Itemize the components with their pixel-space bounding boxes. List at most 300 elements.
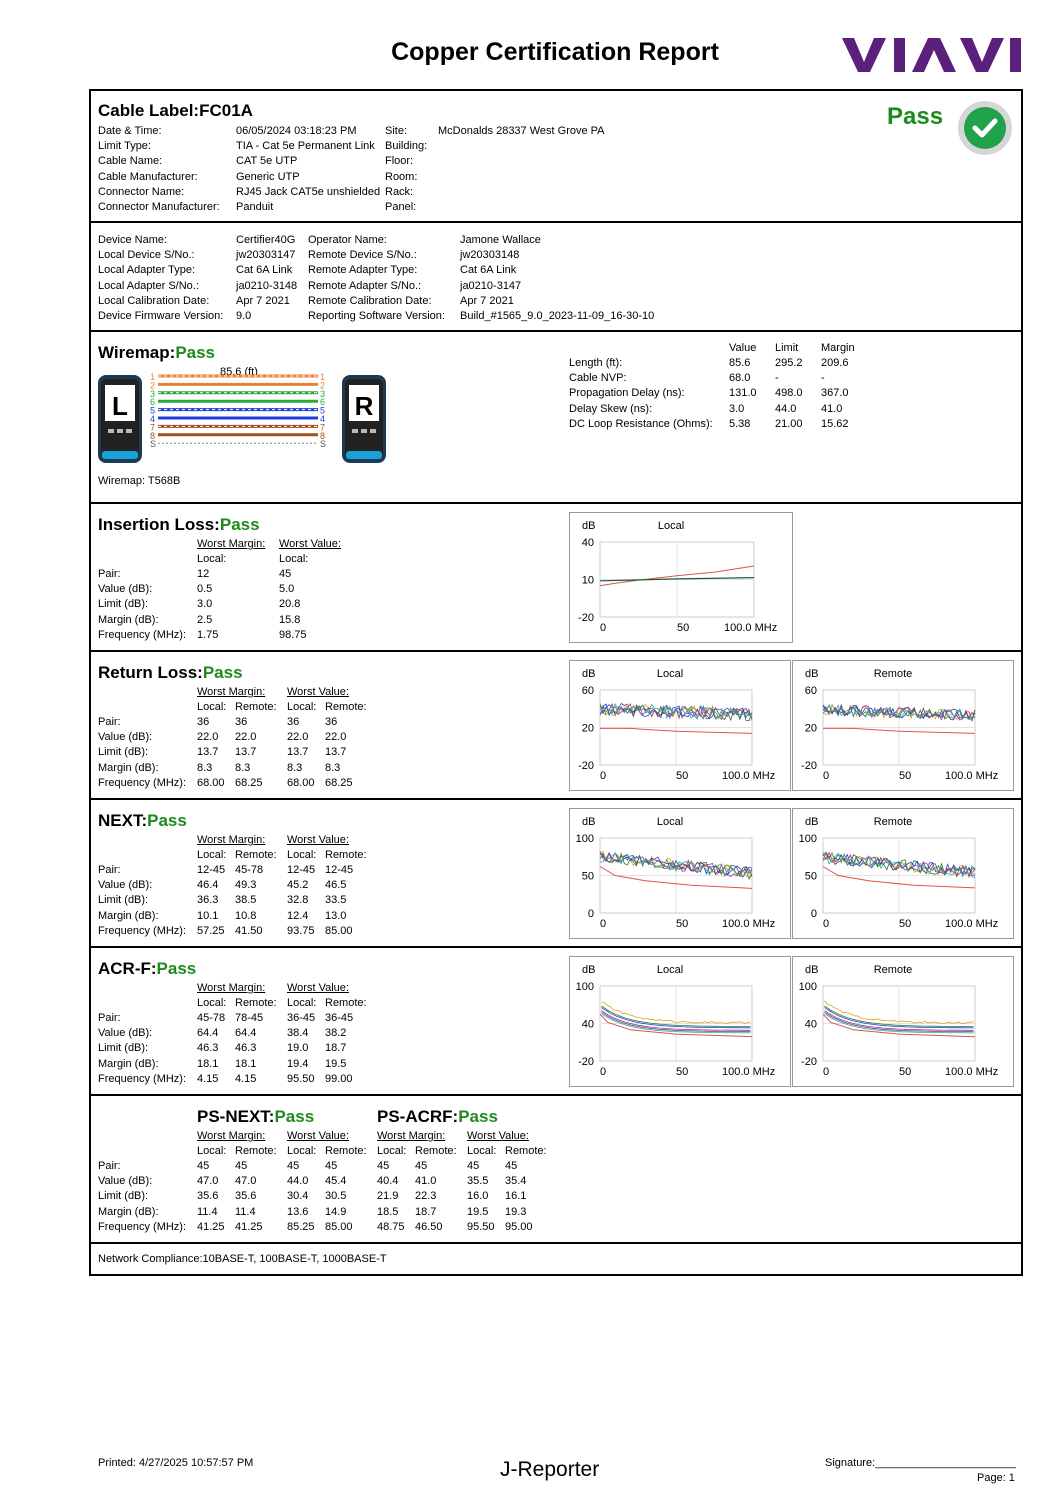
line-1: 0.5 [197,583,213,596]
insertion-loss-section [91,504,1021,652]
line-1: Remote Device S/No.: [308,249,417,262]
return_loss-key-0: Pair: [98,716,121,728]
chart-ytick: 60 [581,685,594,697]
next-sub-0: Local: [197,849,227,861]
chart-xtick: 100.0 MHz [945,1066,999,1078]
line-3: Generic UTP [236,170,300,183]
psnext-heading [197,1107,314,1127]
chart-ytick: 100 [798,981,817,993]
chart-xtick: 0 [600,1066,607,1078]
il-result: Pass [219,515,260,534]
wiremap-cell: 15.62 [821,417,849,430]
acrf-cell-2-2: 19.0 [287,1042,309,1055]
acrf-sub-2: Local: [287,997,317,1009]
line-3: Remote Adapter S/No.: [308,279,422,292]
acrf-worst-margin-header: Worst Margin: [197,982,266,994]
wiremap-cell: 131.0 [729,387,757,400]
ps-cell-6-0: 45 [467,1160,480,1172]
chart-ytick: 60 [804,685,817,697]
chart-xtick: 100.0 MHz [724,622,778,634]
line-0: Operator Name: [308,234,387,246]
chart-ytick: 40 [581,537,594,549]
line-2: 3.0 [197,598,213,611]
acrf-remote-chart [792,956,1014,1087]
ps-cell-0-0: 45 [197,1160,210,1172]
acrf-local-chart [569,956,791,1087]
ps-cell-2-0: 45 [287,1160,300,1172]
wiremap-cell: 41.0 [821,402,843,415]
ps-cell-5-2: 22.3 [415,1190,437,1203]
ps-key-4: Frequency (MHz): [98,1220,187,1233]
cable-keys-1 [98,124,220,215]
wiremap-cell: 498.0 [775,387,803,400]
wiremap-cell: Cable NVP: [569,372,627,385]
return_loss-cell-2-2: 13.7 [287,746,309,759]
left-tester-key [117,429,123,433]
ps-cell-3-2: 30.5 [325,1190,347,1203]
chart-ytick: 0 [587,908,594,920]
chart-xtick: 0 [823,770,830,782]
line-3 [438,170,605,185]
report-frame [89,89,1023,1276]
psnext-title: PS-NEXT: [197,1107,275,1126]
ps-cell-1-3: 11.4 [235,1205,256,1218]
next-cell-0-2: 36.3 [197,894,219,907]
acrf-key-1: Value (dB): [98,1027,153,1040]
return-loss-section [91,652,1021,800]
acrf-section [91,948,1021,1096]
next-remote-chart [792,808,1014,939]
chart-xtick: 50 [676,1066,689,1078]
chart-xtick: 50 [676,770,689,782]
ps-cell-5-1: 41.0 [415,1175,437,1188]
return_loss-worst-margin-header: Worst Margin: [197,686,266,698]
line-0: Jamone Wallace [460,234,541,246]
line-0: Site: [385,125,408,137]
il-heading [98,515,260,535]
chart-ytick: 100 [575,981,594,993]
wiremap-cell: - [775,372,779,385]
pin-left-3: 3 [150,388,156,399]
wiremap-result: Pass [175,343,216,362]
acrf-sub-1: Remote: [235,997,277,1009]
chart-xtick: 0 [823,918,830,930]
pin-right-7: 7 [320,422,326,433]
ps-cell-5-4: 46.50 [415,1220,443,1233]
ps-cell-7-4: 95.00 [505,1220,533,1233]
pin-right-8: 8 [320,430,326,441]
chart-title: Remote [873,964,913,976]
return_loss-sub-3: Remote: [325,701,367,713]
line-2: Cat 6A Link [460,264,517,277]
ps-cell-4-2: 21.9 [377,1190,399,1203]
acrf-cell-1-2: 46.3 [235,1042,257,1055]
return_loss-cell-1-4: 68.25 [235,776,263,789]
chart-xtick: 100.0 MHz [722,918,776,930]
device-info-section [91,223,1021,332]
ps-cell-2-1: 44.0 [287,1175,309,1188]
printed-date: Printed: 4/27/2025 10:57:57 PM [98,1457,254,1469]
pass-check-icon [957,100,1013,159]
chart-ytick: 20 [804,722,817,735]
chart-xtick: 100.0 MHz [945,770,999,782]
chart-xtick: 0 [600,622,607,634]
chart-svg [793,661,1013,790]
wiremap-row-0 [569,356,867,371]
next-sub-2: Local: [287,849,317,861]
line-2: Floor: [385,155,414,168]
ps-cell-4-4: 48.75 [377,1220,405,1233]
ps-cell-6-4: 95.50 [467,1220,495,1233]
acrf-result: Pass [156,959,197,978]
line-5: Build_#1565_9.0_2023-11-09_16-30-10 [460,309,655,322]
return_loss-key-1: Value (dB): [98,731,153,744]
ps-key-3: Margin (dB): [98,1205,159,1218]
acrf-cell-0-1: 64.4 [197,1027,219,1040]
line-3: Margin (dB): [98,613,159,626]
chart-xtick: 50 [676,918,689,930]
return_loss-cell-0-2: 13.7 [197,746,219,759]
next-cell-1-2: 38.5 [235,894,257,907]
chart-ytick: 20 [581,722,594,735]
line-3: Room: [385,170,418,183]
il-worst-value-header: Worst Value: [279,538,341,550]
return_loss-cell-2-3: 8.3 [287,761,303,774]
ps-section [91,1096,1021,1244]
psnext-result: Pass [274,1107,315,1126]
pin-left-5: 5 [150,405,156,416]
left-tester-letter: L [112,391,128,421]
next-cell-3-1: 46.5 [325,879,347,892]
return_loss-cell-0-3: 8.3 [197,761,213,774]
chart-title: Remote [873,816,913,828]
acrf-cell-2-4: 95.50 [287,1072,315,1085]
left-tester-key [108,429,114,433]
psacrf-result: Pass [458,1107,498,1126]
ps-sub-0: Local: [197,1145,227,1157]
next-cell-3-0: 12-45 [325,864,354,876]
acrf-sub-3: Remote: [325,997,367,1009]
acrf-title: ACR-F: [98,959,157,978]
next-worst-value-header: Worst Value: [287,834,349,846]
line-3: ja0210-3148 [236,279,298,292]
return_loss-sub-0: Local: [197,701,227,713]
acrf-cell-3-4: 99.00 [325,1072,353,1085]
acrf-heading [98,959,196,979]
chart-ytick: -20 [801,760,817,772]
chart-ylabel: dB [805,816,819,828]
wiremap-title: Wiremap: [98,343,176,362]
line-4: Frequency (MHz): [98,628,187,641]
pin-left-8: 8 [150,430,156,441]
line-4: Local Calibration Date: [98,294,210,307]
ps-cell-1-4: 41.25 [235,1220,263,1233]
ps-cell-0-4: 41.25 [197,1220,225,1233]
return_loss-cell-1-3: 8.3 [235,761,251,774]
chart-xtick: 100.0 MHz [722,1066,776,1078]
chart-ytick: 100 [575,833,594,845]
ps-cell-1-1: 47.0 [235,1175,257,1188]
return_loss-cell-1-1: 22.0 [235,731,257,744]
left-tester-band [102,451,138,459]
wiremap-cell: DC Loop Resistance (Ohms): [569,417,713,430]
acrf-cell-3-3: 19.5 [325,1057,347,1070]
wiremap-cell: 209.6 [821,357,849,369]
ps-sub-2: Local: [287,1145,317,1157]
ps-cell-6-2: 16.0 [467,1190,489,1203]
next-cell-0-0: 12-45 [197,864,226,876]
line-4: RJ45 Jack CAT5e unshielded [236,185,381,198]
right-tester-letter: R [354,391,374,421]
next-section [91,800,1021,948]
chart-ytick: -20 [578,760,594,772]
cable-label-value: FC01A [199,101,253,120]
chart-ylabel: dB [582,816,596,828]
line-4: 98.75 [279,628,307,641]
line-4: Rack: [385,185,414,198]
ps-sub-5: Remote: [415,1145,457,1157]
chart-title: Local [656,816,684,828]
ps-sub-6: Local: [467,1145,497,1157]
wiremap-table-header [729,341,867,356]
pin-left-6: 6 [150,397,156,408]
return_loss-cell-3-1: 22.0 [325,731,347,744]
wiremap-cell: Propagation Delay (ns): [569,387,685,400]
chart-ylabel: dB [582,520,596,532]
chart-svg [570,809,790,938]
pin-left-4: 4 [150,414,156,424]
next-cell-2-1: 45.2 [287,879,309,892]
cable-keys-2 [385,124,427,215]
report-title: Copper Certification Report [391,38,719,66]
next-key-1: Value (dB): [98,879,153,892]
return_loss-cell-0-0: 36 [197,716,210,728]
chart-title: Local [656,668,684,680]
ps-cell-4-3: 18.5 [377,1205,399,1218]
line-1: jw20303147 [236,249,296,262]
acrf-key-0: Pair: [98,1012,121,1024]
next-cell-2-3: 12.4 [287,909,309,922]
wiremap-row-1 [569,371,867,386]
il-col-value [279,567,307,643]
line-0: 45 [279,568,292,580]
chart-svg [793,809,1013,938]
wiremap-row-2 [569,386,867,401]
acrf-cell-0-0: 45-78 [197,1012,226,1024]
acrf-cell-3-2: 18.7 [325,1042,347,1055]
ps-cell-5-3: 18.7 [415,1205,437,1218]
overall-result: Pass [887,103,944,130]
pin-left-1: 1 [150,373,156,382]
line-0: Certifier40G [236,234,296,246]
ps-cell-7-2: 16.1 [505,1190,527,1203]
acrf-key-4: Frequency (MHz): [98,1072,187,1085]
chart-ytick: -20 [578,1056,594,1068]
wiremap-diagram [98,373,388,471]
return_loss-key-2: Limit (dB): [98,746,149,759]
pin-right-6: 6 [320,397,326,408]
ps-key-0: Pair: [98,1160,121,1172]
j-reporter-brand: J-Reporter [500,1458,600,1481]
chart-xtick: 100.0 MHz [722,770,776,782]
il-title: Insertion Loss: [98,515,220,534]
ps-cell-3-1: 45.4 [325,1175,347,1188]
return_loss-cell-3-4: 68.25 [325,776,353,789]
ps-cell-2-3: 13.6 [287,1205,309,1218]
pin-right-3: 3 [320,388,326,399]
chart-ytick: 50 [581,870,594,883]
acrf-key-3: Margin (dB): [98,1057,159,1070]
next-cell-0-4: 57.25 [197,924,225,937]
ps-sub-1: Remote: [235,1145,277,1157]
ps-cell-5-0: 45 [415,1160,428,1172]
return_loss-cell-3-3: 8.3 [325,761,341,774]
ps-cell-7-1: 35.4 [505,1175,527,1188]
next-cell-0-1: 46.4 [197,879,219,892]
wiremap-row-4 [569,417,867,432]
line-2: Remote Adapter Type: [308,264,418,277]
line-4: Apr 7 2021 [460,294,514,307]
il-col-margin [197,567,218,643]
ps-cell-3-0: 45 [325,1160,338,1172]
next-cell-1-0: 45-78 [235,864,264,876]
device-vals-1 [236,233,297,324]
ps-cell-2-4: 85.25 [287,1220,315,1233]
acrf-key-2: Limit (dB): [98,1042,149,1055]
ps-cell-6-1: 35.5 [467,1175,489,1188]
line-4: Connector Name: [98,185,185,198]
ps-header-1: Worst Value: [287,1130,349,1142]
line-1 [438,139,605,154]
chart-svg [570,513,792,642]
line-1: TIA - Cat 5e Permanent Link [236,140,375,153]
il-worst-margin-header: Worst Margin: [197,538,266,550]
next-cell-2-4: 93.75 [287,924,315,937]
chart-ytick: -20 [801,1056,817,1068]
ps-sub-3: Remote: [325,1145,367,1157]
next-cell-2-0: 12-45 [287,864,316,876]
cable-label-prefix: Cable Label: [98,101,200,120]
left-tester-key [126,429,132,433]
ps-header-2: Worst Margin: [377,1130,446,1142]
line-2: Local Adapter Type: [98,264,196,277]
chart-ylabel: dB [805,668,819,680]
page-number: Page: 1 [977,1472,1015,1484]
chart-xtick: 0 [600,918,607,930]
wiremap-length: 85.6 (ft) [220,366,258,378]
pin-right-1: 1 [320,373,326,382]
device-keys-1 [98,233,223,324]
next-title: NEXT: [98,811,148,830]
wiremap-cell: Length (ft): [569,357,623,369]
il-keys [98,567,186,643]
right-tester-key [352,429,358,433]
next-heading [98,811,187,831]
ps-key-2: Limit (dB): [98,1190,149,1203]
acrf-cell-2-3: 19.4 [287,1057,309,1070]
return_loss-cell-1-0: 36 [235,716,248,728]
chart-ylabel: dB [582,668,596,680]
line-1: jw20303148 [460,249,520,262]
line-1: Building: [385,140,428,153]
wiremap-cell: 44.0 [775,402,797,415]
acrf-cell-2-1: 38.4 [287,1027,309,1040]
line-0: 12 [197,568,210,580]
acrf-cell-2-0: 36-45 [287,1012,316,1024]
next-local-chart [569,808,791,939]
line-1: 5.0 [279,583,295,596]
line-0: Date & Time: [98,125,162,137]
next-cell-3-4: 85.00 [325,924,353,937]
psacrf-title: PS-ACRF: [377,1107,459,1126]
line-5 [438,200,605,215]
chart-ytick: 100 [798,833,817,845]
line-3: Cable Manufacturer: [98,170,198,183]
cable-label-heading [98,101,253,121]
acrf-sub-0: Local: [197,997,227,1009]
return_loss-cell-1-2: 13.7 [235,746,257,759]
wiremap-heading [98,343,215,363]
wiremap-cell: 367.0 [821,387,849,400]
line-2: Cat 6A Link [236,264,293,277]
line-1: Limit Type: [98,140,151,153]
rl-remote-chart [792,660,1014,791]
pin-right-5: 5 [320,405,326,416]
acrf-cell-0-3: 18.1 [197,1057,219,1070]
line-5: 9.0 [236,309,252,322]
acrf-worst-value-header: Worst Value: [287,982,349,994]
psacrf-heading [377,1107,498,1127]
next-cell-0-3: 10.1 [197,909,219,922]
next-key-3: Margin (dB): [98,909,159,922]
acrf-cell-0-2: 46.3 [197,1042,219,1055]
ps-sub-7: Remote: [505,1145,547,1157]
acrf-cell-1-4: 4.15 [235,1072,257,1085]
return_loss-cell-0-1: 22.0 [197,731,219,744]
rl-title: Return Loss: [98,663,203,682]
return_loss-cell-0-4: 68.00 [197,776,225,789]
ps-cell-0-2: 35.6 [197,1190,219,1203]
wiremap-cell: 3.0 [729,402,745,415]
il-sub-local-1: Local: [197,553,227,565]
line-2: Limit (dB): [98,598,149,611]
return_loss-cell-2-0: 36 [287,716,300,728]
next-cell-1-4: 41.50 [235,924,263,937]
chart-xtick: 50 [677,622,690,634]
return_loss-sub-2: Local: [287,701,317,713]
pin-left-S: S [150,439,157,450]
ps-cell-7-3: 19.3 [505,1205,527,1218]
wiremap-cell: Delay Skew (ns): [569,402,653,415]
line-5: Connector Manufacturer: [98,200,220,213]
ps-cell-1-2: 35.6 [235,1190,257,1203]
il-local-chart [569,512,793,643]
ps-cell-4-1: 40.4 [377,1175,399,1188]
line-4: Apr 7 2021 [236,294,290,307]
next-cell-1-1: 49.3 [235,879,257,892]
return_loss-cell-3-2: 13.7 [325,746,347,759]
ps-header-0: Worst Margin: [197,1130,266,1142]
ps-key-1: Value (dB): [98,1175,153,1188]
next-cell-1-3: 10.8 [235,909,257,922]
line-2: 20.8 [279,598,301,611]
line-5: Device Firmware Version: [98,309,224,322]
header-limit: Limit [775,342,799,354]
header-margin: Margin [821,342,855,354]
line-0: 06/05/2024 03:18:23 PM [236,125,357,137]
wiremap-table [569,356,867,432]
chart-ytick: 40 [581,1018,594,1031]
